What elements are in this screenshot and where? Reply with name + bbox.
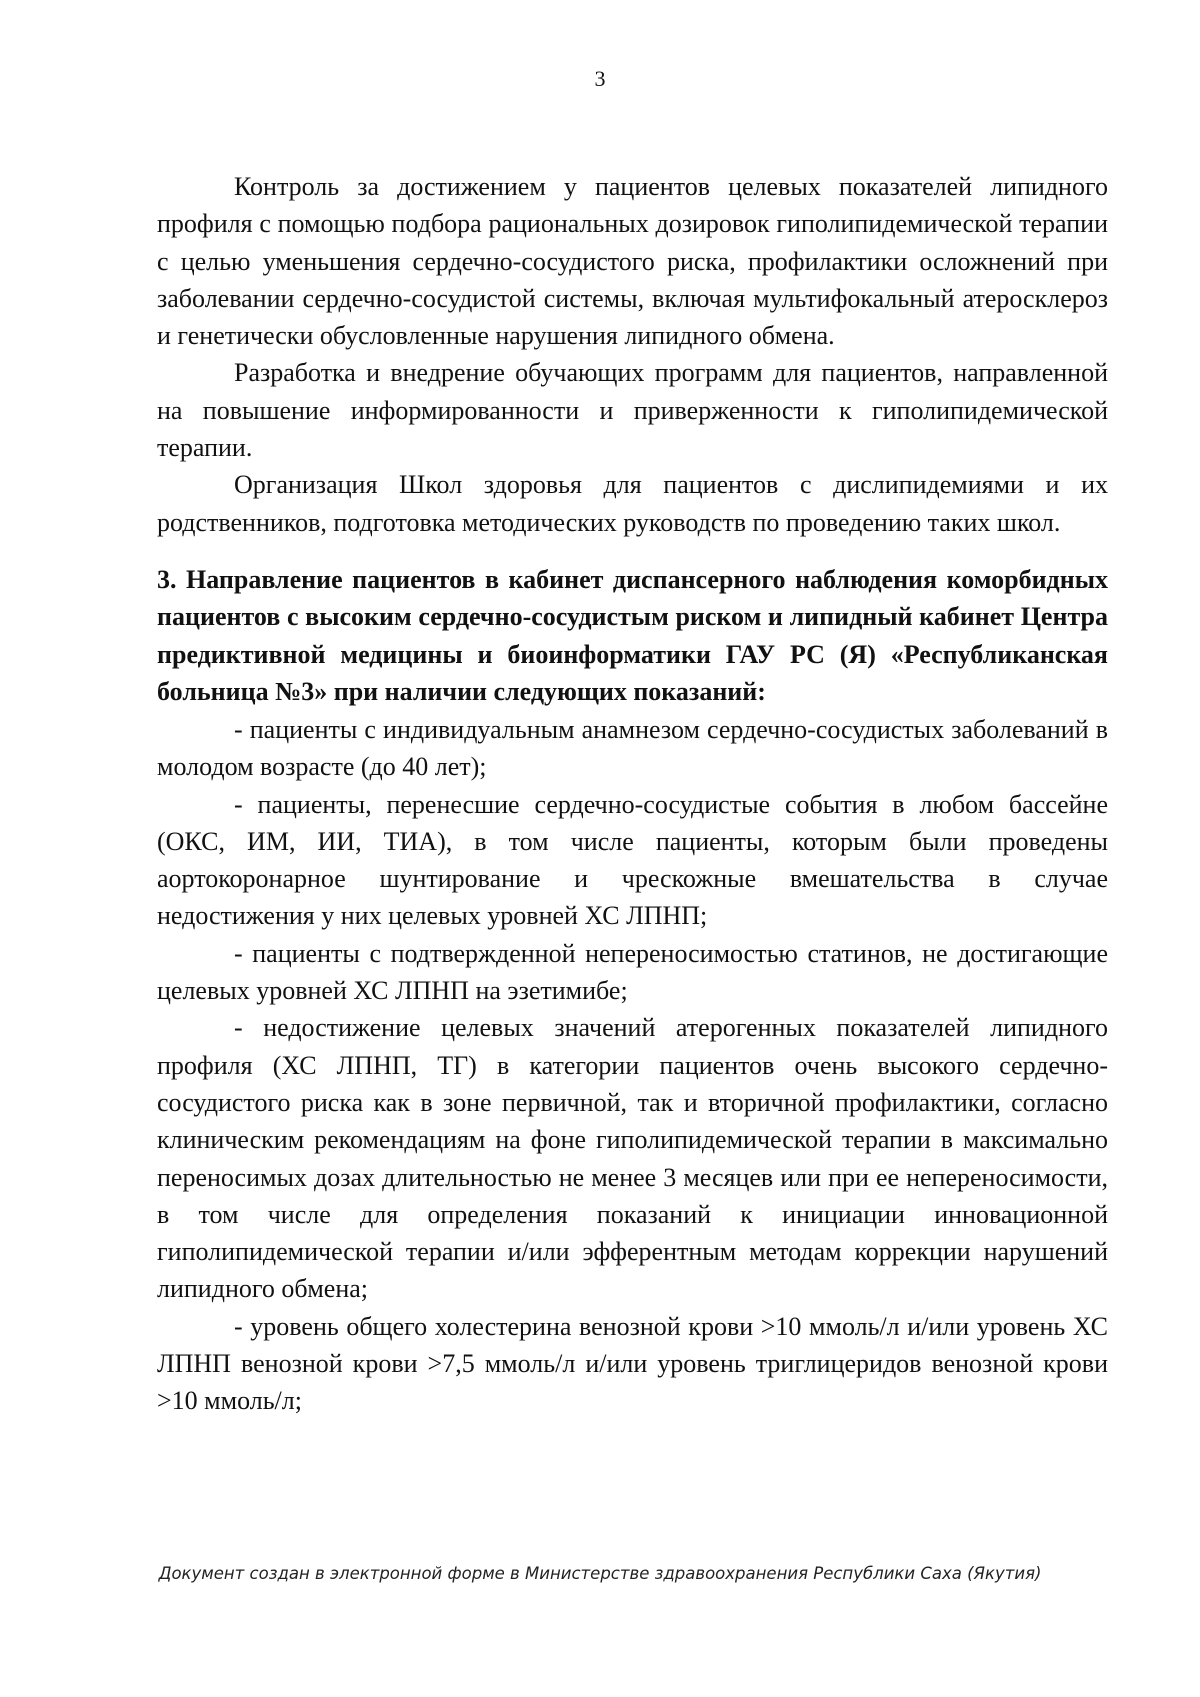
indication-item: - пациенты с подтвержденной непереносимостью статинов, не достигающие целевых уровней ХС ЛПНП на эзетимибе;: [157, 938, 1108, 1006]
document-body: [157, 168, 1108, 1420]
section-heading: 3. Направление пациентов в кабинет диспансерного наблюдения коморбидных пациентов с высоким сердечно-сосудистым риском и липидный кабинет Центра предиктивной медицины и биоинформатики ГАУ РС (Я) «Республиканская больница №3» при наличии следующих показаний:: [157, 564, 1108, 707]
page-number: 3: [594, 66, 606, 91]
paragraph-education-programs: Разработка и внедрение обучающих программ для пациентов, направленной на повышение информированности и приверженности к гиполипидемической терапии.: [157, 358, 1108, 463]
indication-item: - уровень общего холестерина венозной крови >10 ммоль/л и/или уровень ХС ЛПНП венозной крови >7,5 ммоль/л и/или уровень триглицеридов венозной крови >10 ммоль/л;: [157, 1311, 1108, 1416]
indication-item: - пациенты с индивидуальным анамнезом сердечно-сосудистых заболеваний в молодом возрасте (до 40 лет);: [157, 714, 1108, 782]
indication-item: - недостижение целевых значений атерогенных показателей липидного профиля (ХС ЛПНП, ТГ) в категории пациентов очень высокого сердечно-сосудистого риска как в зоне первичной, так и вторичной профилактики, согласно клиническим рекомендациям на фоне гиполипидемической терапии в максимально переносимых дозах длительностью не менее 3 месяцев или при ее непереносимости, в том числе для определения показаний к инициации инновационной гиполипидемической терапии и/или эфферентным методам коррекции нарушений липидного обмена;: [157, 1013, 1108, 1304]
document-footer: Документ создан в электронной форме в Министерстве здравоохранения Республики Саха (Якутия): [158, 1564, 1042, 1583]
indication-item: - пациенты, перенесшие сердечно-сосудистые события в любом бассейне (ОКС, ИМ, ИИ, ТИА), в том числе пациенты, которым были проведены аортокоронарное шунтирование и чрескожные вмешательства в случае недостижения у них целевых уровней ХС ЛПНП;: [157, 789, 1108, 931]
paragraph-lipid-control: Контроль за достижением у пациентов целевых показателей липидного профиля с помощью подбора рациональных дозировок гиполипидемической терапии с целью уменьшения сердечно-сосудистого риска, профилактики осложнений при заболевании сердечно-сосудистой системы, включая мультифокальный атеросклероз и генетически обусловленные нарушения липидного обмена.: [157, 172, 1108, 351]
paragraph-health-schools: Организация Школ здоровья для пациентов с дислипидемиями и их родственников, подготовка методических руководств по проведению таких школ.: [157, 470, 1108, 537]
